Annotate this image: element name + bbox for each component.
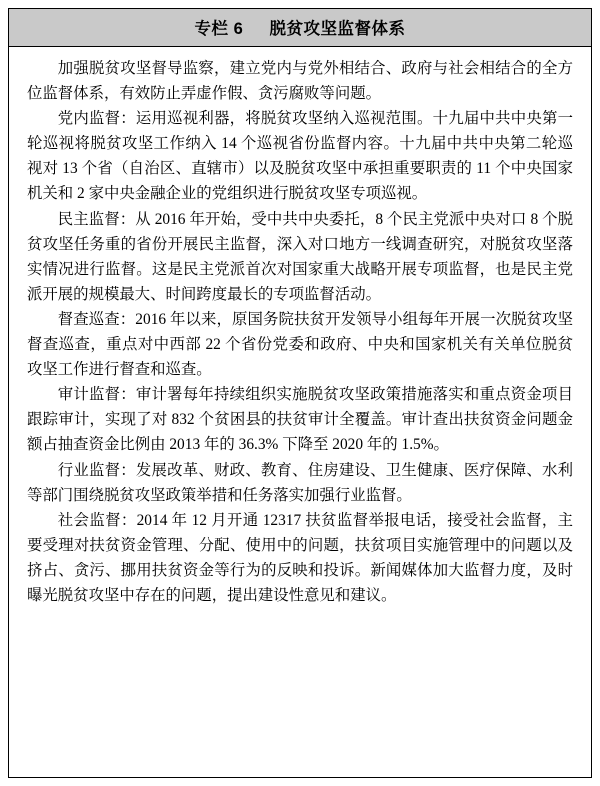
paragraph: 审计监督：审计署每年持续组织实施脱贫攻坚政策措施落实和重点资金项目跟踪审计，实现了对 832 个贫困县的扶贫审计全覆盖。审计查出扶贫资金问题金额占抽查资金比例由 2013 年的 36.3% 下降至 2020 年的 1.5%。 (27, 386, 573, 454)
box-content (9, 47, 591, 777)
paragraph: 行业监督：发展改革、财政、教育、住房建设、卫生健康、医疗保障、水利等部门围绕脱贫攻坚政策举措和任务落实加强行业监督。 (27, 461, 573, 504)
paragraph: 民主监督：从 2016 年开始，受中共中央委托，8 个民主党派中央对口 8 个脱贫攻坚任务重的省份开展民主监督，深入对口地方一线调查研究，对脱贫攻坚落实情况进行监督。这是民主党派首次对国家重大战略开展专项监督，也是民主党派开展的规模最大、时间跨度最长的专项监督活动。 (27, 210, 573, 303)
paragraph: 加强脱贫攻坚督导监察，建立党内与党外相结合、政府与社会相结合的全方位监督体系，有效防止弄虚作假、贪污腐败等问题。 (27, 60, 573, 102)
paragraph: 社会监督：2014 年 12 月开通 12317 扶贫监督举报电话，接受社会监督，主要受理对扶贫资金管理、分配、使用中的问题，扶贫项目实施管理中的问题以及挤占、贪污、挪用扶贫资金等行为的反映和投诉。新闻媒体加大监督力度，及时曝光脱贫攻坚中存在的问题，提出建设性意见和建议。 (27, 512, 573, 605)
paragraph: 督查巡查：2016 年以来，原国务院扶贫开发领导小组每年开展一次脱贫攻坚督查巡查，重点对中西部 22 个省份党委和政府、中央和国家机关有关单位脱贫攻坚工作进行督查和巡查。 (27, 311, 573, 378)
box-title: 脱贫攻坚监督体系 (269, 20, 406, 38)
paragraph: 党内监督：运用巡视利器，将脱贫攻坚纳入巡视范围。十九届中共中央第一轮巡视将脱贫攻坚工作纳入 14 个巡视省份监督内容。十九届中共中央第二轮巡视对 13 个省（自治区、直辖市）以及脱贫攻坚中承担重要职责的 11 个中央国家机关和 2 家中央金融企业的党组织进行脱贫攻坚专项巡视。 (27, 110, 573, 203)
box-number-label: 专栏 6 (194, 20, 244, 38)
box-title-bar (9, 9, 591, 47)
feature-box (8, 8, 592, 778)
